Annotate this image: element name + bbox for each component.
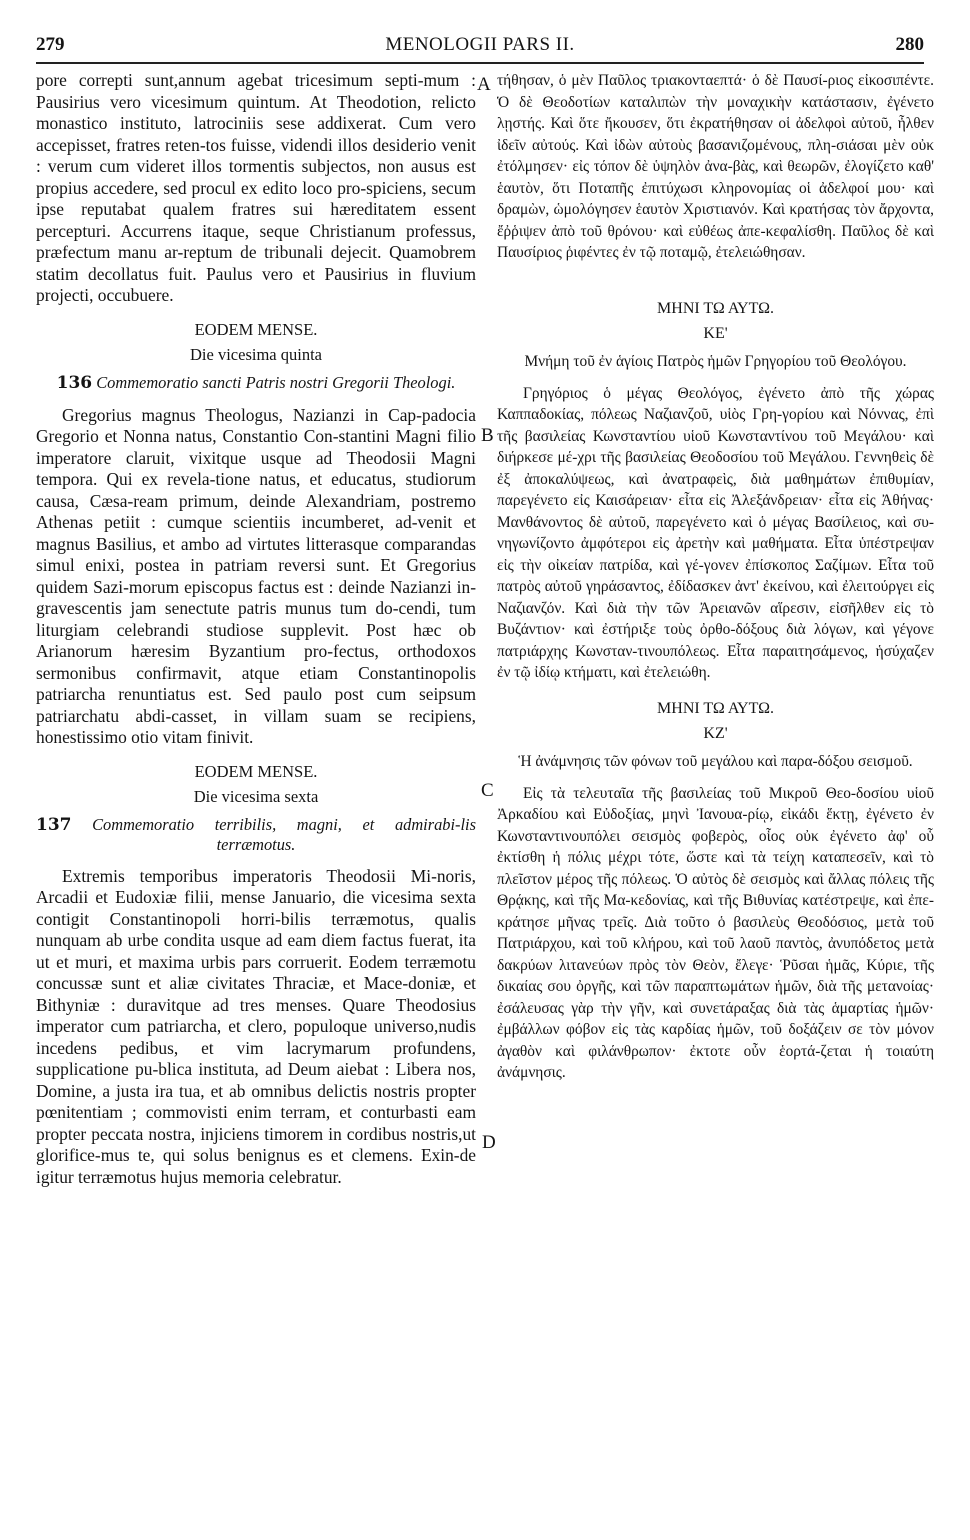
- latin-section-137-day: Die vicesima sexta: [193, 787, 319, 806]
- latin-section-136-title: Commemoratio sancti Patris nostri Gregorii Theologi.: [96, 372, 456, 392]
- page-number-left: 279: [36, 34, 65, 55]
- greek-intro-text: τήθησαν, ὁ μὲν Παῦλος τριακονταεπτά· ὁ δὲ Παυσί-ριος εἰκοσιπέντε. Ὁ δὲ Θεοδοτίων καταλιπὼν τὴν μοναχικὴν κατάστασιν, ἐγένετο λῃστής. Καὶ ὅτε ἤκουσεν, ὅτι ἐκρατήθησαν οἱ ἀδελφοὶ αὐτοῦ, ἦλθεν ἰδεῖν αὐτούς. Καὶ ἰδὼν αὐτοὺς βασανιζομένους, πλη-σιάσαι μὲν οὐκ ἐτόλμησεν· εἰς τόπον δὲ ὑψηλὸν ἀνα-βὰς, καὶ θεωρῶν, ἐλογίζετο καθ' ἑαυτὸν, ὅτι Ποταπῆς ἐπιτύχωσι κληρονομίας οἱ ἀδελφοί μου· καὶ δραμὼν, ὡμολόγησεν ἑαυτὸν Χριστιανόν. Καὶ κρατήσας τὸν ἄρχοντα, ἔῤῥιψεν ἀπὸ τοῦ θρόνου· καὶ εὐθέως ἀπε-κεφαλίσθη. Παῦλος δὲ καὶ Παυσίριος ῥιφέντες ἐν τῷ ποταμῷ, ἐτελειώθησαν.: [497, 72, 934, 261]
- latin-section-136-day: Die vicesima quinta: [190, 345, 322, 364]
- entry-number-137: 137: [36, 814, 72, 835]
- greek-column: [497, 70, 934, 1084]
- entry-number-136: 136: [56, 372, 93, 393]
- latin-section-136-body: Gregorius magnus Theologus, Nazianzi in Cap-padocia Gregorio et Nonna natus, Constantio Con-stantini Magni filio imperatore claruit, vixitque usque ad Theodosii Magni tempora. Qui ex revela-tione natus, et educatus, studiorum causa, Cæsa-ream primum, deinde Alexandriam, postremo Athenas petiit : cumque scientiis incumberet, ad-venit et magnus Basilius, et ambo ad virtutes litterasque comparandas simul enixi, postea in patriam reversi sunt. Et Gregorius quidem Sazi-morum episcopus factus est : deinde Nazianzi in-gravescentis jam senectute patris munus tum do-cendi, tum liturgiam celebrandi studiose supplevit. Post hæc ob Arianorum hæresim Byzantium pro-fectus, orthodoxos sermonibus confirmavit, atque etiam Constantinopolis patriarcha renuntiatus est. Sed paulo post cum seipsum patriarchatu abdi-casset, in villam suam se recipiens, honestissimo otio vitam finivit.: [36, 404, 476, 747]
- latin-intro-text: pore correpti sunt,annum agebat tricesimum septi-mum : Pausirius vero vicesimum quintum. At Theodotion, relicto monastico instituto, latrociniis sese addixerat. Cum vero accepisset, fratres reten-tos fuisse, videndi illos desiderio venit : verum cum videret illos tormentis subjectos, non ausus est propius accedere, sed procul ex edito loco pro-spiciens, secum ipse reputabat qualem fratres sui hæreditatem essent percepturi. Accurrens itaque, seque Christianum professus, præfectum manu ar-reptum de tribunali dejecit. Quamobrem statim decollatus fuit. Paulus vero et Pausirius in fluvium projecti, occubuere.: [36, 70, 476, 305]
- greek-section-136-day: ΚΕ': [703, 325, 728, 342]
- page-number-right: 280: [895, 34, 924, 55]
- latin-section-136-heading: [36, 373, 476, 393]
- greek-section-136-title: Μνήμη τοῦ ἐν ἁγίοις Πατρὸς ἡμῶν Γρηγορίου τοῦ Θεολόγου.: [524, 352, 907, 370]
- greek-section-136-body: Γρηγόριος ὁ μέγας Θεολόγος, ἐγένετο ἀπὸ τῆς χώρας Καππαδοκίας, πόλεως Ναζιανζοῦ, υἱὸς Γρη-γορίου καὶ Νόννας, ἐπὶ τῆς βασιλείας Κωνσταντίου υἱοῦ Κωνσταντίνου τοῦ Μεγάλου· καὶ διήρκεσε μέ-χρι τῆς βασιλείας Θεοδοσίου τοῦ Μεγάλου. Γεννηθεὶς δὲ ἐξ ἀποκαλύψεως, καὶ ἀνατραφεὶς, διὰ μαθημάτων ἐπιθυμίαν, παρεγένετο εἰς Καισάρειαν· εἶτα εἰς Ἀλεξάνδρειαν· εἶτα εἰς Ἀθήνας· Μανθάνοντος δὲ αὐτοῦ, παρεγένετο καὶ ὁ μέγας Βασίλειος, καὶ συ-νηγωνίζοντο ἀμφότεροι εἰς ἀρετὴν καὶ μαθήματα. Εἶτα ὑπέστρεψαν εἰς τὴν οἰκείαν πατρίδα, καὶ γέ-γονεν ἐπίσκοπος Σαζίμων. Εἶτα τοῦ πατρὸς αὐτοῦ γηράσαντος, ἐδίδασκεν ἀντ' ἐκείνου, καὶ ἐλειτούργει εἰς Ναζιανζόν. Καὶ διὰ τὴν τῶν Ἀρειανῶν αἵρεσιν, εἰσῆλθεν εἰς τὸ Βυζάντιον· καὶ ἐστήριξε τοὺς ὀρθο-δόξους διὰ λόγων, καὶ γέγονε πατριάρχης Κωνσταν-τινουπόλεως. Εἶτα παραιτησάμενος, ἡσύχαζεν ἐν τῷ ἰδίῳ κτήματι, καὶ ἐτελειώθη.: [497, 384, 934, 681]
- margin-letter-d: D: [482, 1132, 496, 1153]
- margin-letter-c: C: [481, 780, 494, 801]
- greek-section-137-body: Εἰς τὰ τελευταῖα τῆς βασιλείας τοῦ Μικροῦ Θεο-δοσίου υἱοῦ Ἀρκαδίου καὶ Εὐδοξίας, μηνὶ Ἰανουα-ρίῳ, εἰκάδι ἕκτῃ, ἐγένετο ἐν Κωνσταντινουπόλει σεισμὸς φοβερὸς, οἷος οὐκ ἐγένετο ἀφ' οὗ ἐκτίσθη ἡ πόλις μέχρι τότε, ὥστε καὶ τὰ τείχη καταπεσεῖν, καὶ τὸ πλεῖστον μέρος τῆς πόλεως. Ὁ αὐτὸς δὲ σεισμὸς καὶ ἄλλας πόλεις τῆς Θρᾴκης, καὶ τῆς Μα-κεδονίας, καὶ τῆς Βιθυνίας κατέστρεψε, καὶ ἐπε-κράτησε μῆνας τρεῖς. Διὰ τοῦτο ὁ βασιλεὺς Θεοδόσιος, μετὰ τοῦ Πατριάρχου, καὶ τοῦ κλήρου, καὶ τοῦ λαοῦ παντὸς, ἀνυπόδετος μετὰ δακρύων λιτανεύων πρὸς τὸν Θεὸν, ἔλεγε· Ῥῦσαι ἡμᾶς, Κύριε, τῆς δικαίας σου ὀργῆς, καὶ τῶν παραπτωμάτων ἡμῶν, διὰ τῆς μετανοίας· ἐσάλευσας γὰρ τὴν γῆν, καὶ συνετάραξας διὰ τὰς ἁμαρτίας ἡμῶν· ἐμβάλλων φόβον εἰς τὰς καρδίας ἡμῶν, τοῦ δοξάζειν σε τὸν μόνον ἀγαθὸν καὶ φιλάνθρωπον· ἐκτοτε οὖν ἑορτά-ζεται ἡ τοιαύτη ἀνάμνησις.: [497, 784, 934, 1081]
- running-header: [36, 32, 924, 64]
- greek-section-137-title: Ἡ ἀνάμνησις τῶν φόνων τοῦ μεγάλου καὶ παρα-δόξου σεισμοῦ.: [518, 752, 913, 770]
- latin-section-136-month: EODEM MENSE.: [194, 319, 318, 339]
- latin-section-137-title: Commemoratio terribilis, magni, et admirabi-lis terræmotus.: [92, 814, 476, 854]
- latin-section-137-month: EODEM MENSE.: [194, 761, 318, 781]
- margin-letter-a: A: [477, 74, 491, 95]
- greek-section-136-month: ΜΗΝΙ ΤΩ ΑΥΤΩ.: [657, 299, 774, 317]
- latin-section-137-heading: [36, 815, 476, 854]
- latin-column: [36, 70, 476, 1188]
- greek-section-137-day: ΚΖ': [703, 725, 728, 742]
- latin-section-137-body: Extremis temporibus imperatoris Theodosii Mi-noris, Arcadii et Eudoxiæ filii, mense Januario, die vicesima sexta contigit Constantinopoli horri-bilis terræmotus, qualis nunquam ab urbe condita usque ad eam diem factus fuerat, ita ut et muri, et maxima urbis pars corruerit. Eodem terræmotu concussæ sunt et aliæ civitates Thraciæ, et Mace-doniæ, et Bithyniæ : duravitque ad tres menses. Quare Theodosius imperator cum patriarcha, et clero, populoque universo,nudis incedens pedibus, et vim lacrymarum profundens, supplicatione pu-blica instituta, ad Deum aiebat : Libera nos, Domine, a justa ira tua, et ab omnibus delictis nostris propter pœnitentiam ; commovisti enim terram, et conturbasti eam propter peccata nostra, injiciens timorem in cordibus nostris,ut glorifice-mus te, qui solus benignus es et clemens. Exin-de igitur terræmotus hujus memoria celebratur.: [36, 865, 476, 1187]
- margin-letter-b: B: [481, 425, 494, 446]
- running-title: MENOLOGII PARS II.: [385, 34, 575, 55]
- greek-section-137-month: ΜΗΝΙ ΤΩ ΑΥΤΩ.: [657, 699, 774, 717]
